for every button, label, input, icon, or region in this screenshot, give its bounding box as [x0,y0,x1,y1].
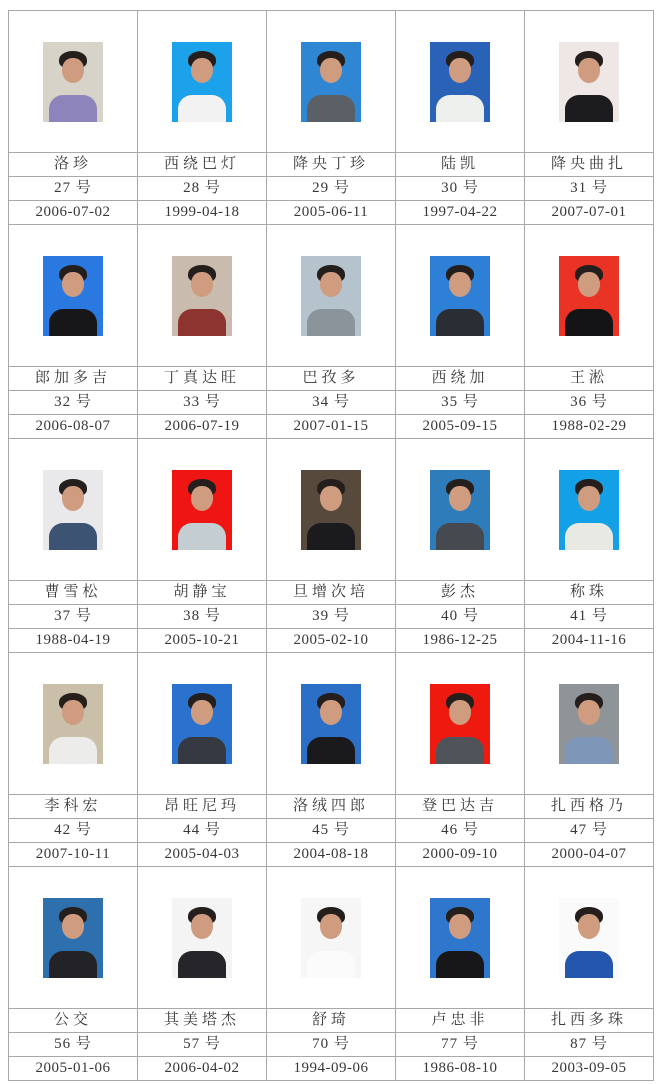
person-number: 77 号 [396,1033,524,1057]
person-card [138,11,267,225]
person-name: 王淞 [525,367,653,391]
person-dob: 1997-04-22 [422,204,498,220]
person-name: 曹雪松 [9,581,137,605]
person-name: 彭杰 [396,581,524,605]
person-photo-cell [396,439,524,581]
person-photo [430,256,490,336]
avatar-shirt-icon [49,523,97,550]
person-name: 卢忠非 [396,1009,524,1033]
avatar-face-icon [578,272,600,297]
avatar-face-icon [578,486,600,511]
person-card [138,867,267,1081]
avatar-shirt-icon [178,309,226,336]
avatar-face-icon [62,700,84,725]
avatar-face-icon [191,914,213,939]
person-photo-cell [396,867,524,1009]
person-number: 28 号 [138,177,266,201]
person-photo-cell [138,11,266,153]
person-card [525,653,654,867]
person-photo [559,684,619,764]
person-photo-cell [396,225,524,367]
person-number: 57 号 [138,1033,266,1057]
person-photo-cell [138,439,266,581]
person-dob: 2007-10-11 [35,846,111,862]
avatar-face-icon [320,914,342,939]
person-number: 27 号 [9,177,137,201]
person-photo [430,898,490,978]
avatar-shirt-icon [49,95,97,122]
person-number: 46 号 [396,819,524,843]
avatar-face-icon [191,58,213,83]
avatar-shirt-icon [565,951,613,978]
person-card [9,11,138,225]
avatar-face-icon [191,700,213,725]
person-photo [43,256,103,336]
person-name: 西绕加 [396,367,524,391]
person-photo [430,42,490,122]
avatar-face-icon [449,486,471,511]
person-number: 38 号 [138,605,266,629]
person-photo-cell [9,11,137,153]
avatar-shirt-icon [307,95,355,122]
person-card [9,653,138,867]
person-card [267,653,396,867]
person-card [396,867,525,1081]
person-photo-cell [9,653,137,795]
person-number: 33 号 [138,391,266,415]
person-photo [559,898,619,978]
person-number: 29 号 [267,177,395,201]
person-dob: 2005-01-06 [35,1060,111,1076]
avatar-face-icon [449,272,471,297]
person-name: 丁真达旺 [138,367,266,391]
person-photo-cell [525,867,653,1009]
person-photo-cell [267,439,395,581]
person-photo [301,256,361,336]
person-card [9,867,138,1081]
person-dob: 2006-08-07 [35,418,111,434]
person-card [9,439,138,653]
avatar-face-icon [449,700,471,725]
person-name: 称珠 [525,581,653,605]
person-photo [172,256,232,336]
person-dob: 2006-04-02 [164,1060,240,1076]
avatar-face-icon [62,486,84,511]
person-card [9,225,138,439]
person-name: 洛珍 [9,153,137,177]
avatar-face-icon [320,272,342,297]
person-name: 旦增次培 [267,581,395,605]
person-card [525,11,654,225]
person-name: 登巴达吉 [396,795,524,819]
avatar-shirt-icon [436,309,484,336]
person-photo-cell [396,653,524,795]
person-photo [301,684,361,764]
person-photo [559,256,619,336]
person-name: 洛绒四郎 [267,795,395,819]
avatar-face-icon [62,272,84,297]
avatar-shirt-icon [307,737,355,764]
avatar-face-icon [320,486,342,511]
avatar-shirt-icon [436,737,484,764]
person-dob: 2007-07-01 [551,204,627,220]
person-dob: 1988-04-19 [35,632,111,648]
avatar-shirt-icon [178,523,226,550]
player-roster-table [8,10,654,1081]
person-name: 扎西多珠 [525,1009,653,1033]
avatar-shirt-icon [307,523,355,550]
person-photo [559,42,619,122]
person-card [138,439,267,653]
avatar-shirt-icon [178,737,226,764]
avatar-shirt-icon [178,95,226,122]
person-photo-cell [9,867,137,1009]
avatar-face-icon [320,58,342,83]
person-dob: 1986-08-10 [422,1060,498,1076]
person-photo-cell [267,11,395,153]
avatar-shirt-icon [49,951,97,978]
avatar-face-icon [449,58,471,83]
person-photo-cell [396,11,524,153]
person-photo-cell [525,653,653,795]
person-card [525,867,654,1081]
person-photo [301,470,361,550]
person-number: 45 号 [267,819,395,843]
person-number: 42 号 [9,819,137,843]
avatar-face-icon [191,486,213,511]
person-name: 陆凯 [396,153,524,177]
person-number: 32 号 [9,391,137,415]
person-dob: 2005-09-15 [422,418,498,434]
person-dob: 2005-04-03 [164,846,240,862]
person-card [396,653,525,867]
person-name: 巴孜多 [267,367,395,391]
avatar-shirt-icon [178,951,226,978]
person-photo-cell [138,867,266,1009]
person-card [396,11,525,225]
person-card [396,439,525,653]
person-dob: 1994-09-06 [293,1060,369,1076]
avatar-face-icon [449,914,471,939]
avatar-shirt-icon [565,309,613,336]
person-photo [172,470,232,550]
person-name: 昂旺尼玛 [138,795,266,819]
person-photo [430,470,490,550]
person-number: 70 号 [267,1033,395,1057]
person-photo [43,470,103,550]
person-photo-cell [525,439,653,581]
person-dob: 1988-02-29 [551,418,627,434]
person-photo [301,898,361,978]
person-number: 87 号 [525,1033,653,1057]
avatar-shirt-icon [49,737,97,764]
person-name: 胡静宝 [138,581,266,605]
avatar-shirt-icon [436,951,484,978]
person-photo [172,42,232,122]
person-name: 公交 [9,1009,137,1033]
person-number: 39 号 [267,605,395,629]
person-photo [43,684,103,764]
person-photo-cell [9,225,137,367]
person-name: 西绕巴灯 [138,153,266,177]
person-dob: 2004-11-16 [551,632,627,648]
person-photo [559,470,619,550]
person-name: 降央曲扎 [525,153,653,177]
person-photo-cell [138,225,266,367]
person-number: 41 号 [525,605,653,629]
person-photo [430,684,490,764]
avatar-face-icon [578,700,600,725]
person-name: 降央丁珍 [267,153,395,177]
person-number: 36 号 [525,391,653,415]
person-dob: 2006-07-02 [35,204,111,220]
person-number: 40 号 [396,605,524,629]
person-number: 31 号 [525,177,653,201]
avatar-face-icon [578,914,600,939]
person-dob: 1986-12-25 [422,632,498,648]
person-name: 李科宏 [9,795,137,819]
person-photo [172,898,232,978]
avatar-face-icon [62,58,84,83]
person-dob: 2004-08-18 [293,846,369,862]
person-card [396,225,525,439]
person-number: 35 号 [396,391,524,415]
person-card [267,225,396,439]
person-number: 44 号 [138,819,266,843]
person-photo [172,684,232,764]
avatar-shirt-icon [49,309,97,336]
person-card [138,653,267,867]
person-dob: 2006-07-19 [164,418,240,434]
avatar-shirt-icon [436,523,484,550]
person-card [267,11,396,225]
avatar-shirt-icon [565,737,613,764]
person-dob: 2005-06-11 [293,204,369,220]
person-dob: 2003-09-05 [551,1060,627,1076]
person-dob: 2005-10-21 [164,632,240,648]
person-number: 56 号 [9,1033,137,1057]
person-dob: 2000-04-07 [551,846,627,862]
person-card [525,439,654,653]
avatar-face-icon [578,58,600,83]
avatar-shirt-icon [565,523,613,550]
person-dob: 2000-09-10 [422,846,498,862]
person-name: 郎加多吉 [9,367,137,391]
person-photo-cell [138,653,266,795]
avatar-shirt-icon [307,309,355,336]
person-dob: 1999-04-18 [164,204,240,220]
avatar-face-icon [62,914,84,939]
person-photo-cell [525,11,653,153]
avatar-shirt-icon [436,95,484,122]
person-photo [43,898,103,978]
person-photo-cell [9,439,137,581]
avatar-shirt-icon [565,95,613,122]
person-card [138,225,267,439]
person-number: 34 号 [267,391,395,415]
person-name: 其美塔杰 [138,1009,266,1033]
person-photo-cell [267,653,395,795]
person-name: 扎西格乃 [525,795,653,819]
person-photo-cell [525,225,653,367]
person-dob: 2005-02-10 [293,632,369,648]
person-number: 30 号 [396,177,524,201]
person-photo-cell [267,867,395,1009]
person-photo [43,42,103,122]
person-card [267,439,396,653]
avatar-face-icon [191,272,213,297]
person-dob: 2007-01-15 [293,418,369,434]
avatar-shirt-icon [307,951,355,978]
person-number: 47 号 [525,819,653,843]
avatar-face-icon [320,700,342,725]
person-card [267,867,396,1081]
person-photo-cell [267,225,395,367]
person-card [525,225,654,439]
person-number: 37 号 [9,605,137,629]
person-name: 舒琦 [267,1009,395,1033]
person-photo [301,42,361,122]
